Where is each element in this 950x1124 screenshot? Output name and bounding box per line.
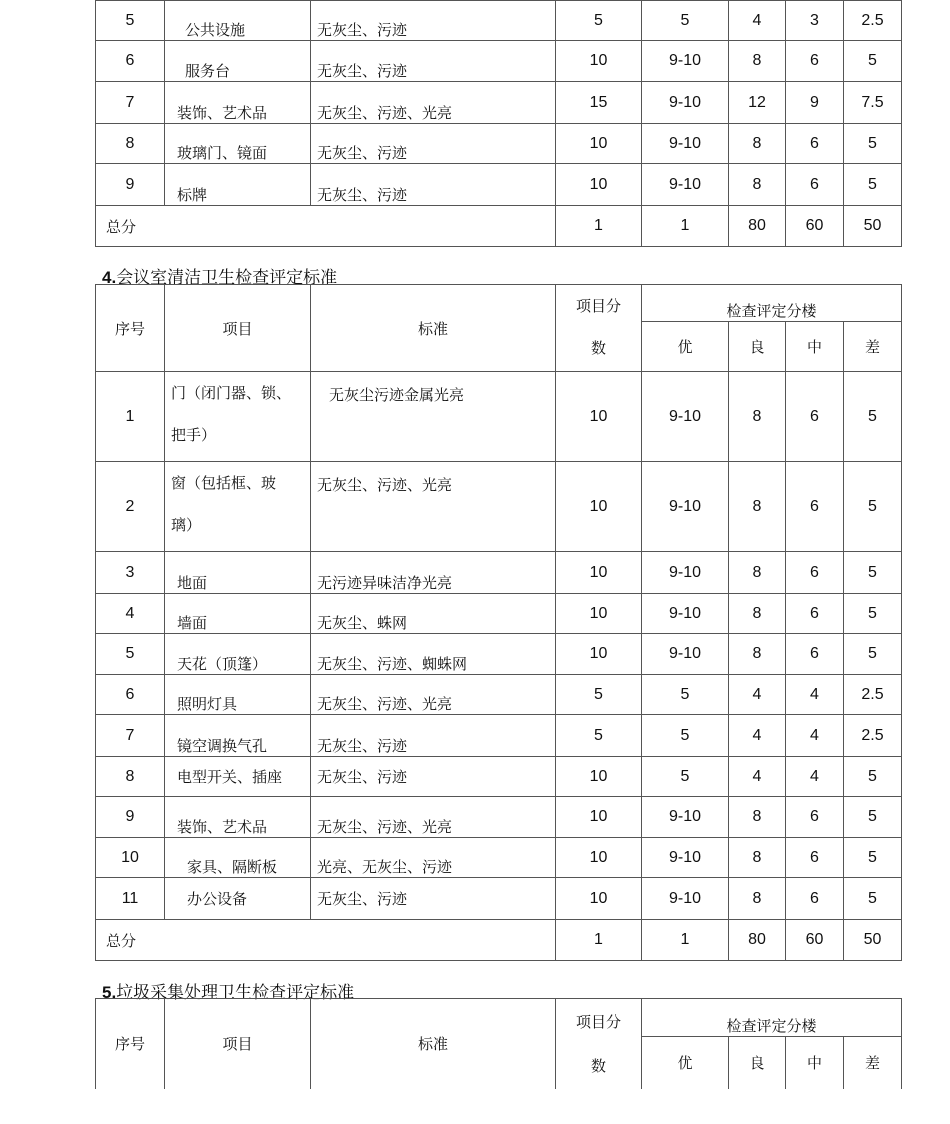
row-poor: 5: [844, 462, 902, 552]
row-good: 8: [729, 124, 786, 164]
row-item: 服务台: [165, 41, 311, 82]
row-item: 装饰、艺术品: [165, 797, 311, 838]
header-medium: 中: [786, 1037, 844, 1089]
row-excellent: 9-10: [642, 164, 729, 206]
total-excellent: 1: [642, 206, 729, 247]
row-standard: 无灰尘、蛛网: [311, 594, 556, 634]
total-poor: 50: [844, 920, 902, 961]
row-good: 8: [729, 164, 786, 206]
row-excellent: 9-10: [642, 124, 729, 164]
header-score: [556, 999, 642, 1089]
row-poor: 5: [844, 634, 902, 675]
row-no: 9: [96, 164, 165, 206]
row-good: 8: [729, 372, 786, 462]
row-poor: 5: [844, 594, 902, 634]
row-standard: 无灰尘、污迹: [311, 124, 556, 164]
row-item: 照明灯具: [165, 675, 311, 715]
row-excellent: 9-10: [642, 552, 729, 594]
total-good: 80: [729, 920, 786, 961]
row-good: 4: [729, 757, 786, 797]
row-excellent: 5: [642, 757, 729, 797]
row-good: 8: [729, 797, 786, 838]
row-standard: 无灰尘、污迹、光亮: [311, 675, 556, 715]
section4-number: 4.: [102, 268, 117, 287]
row-poor: 7.5: [844, 82, 902, 124]
row-good: 8: [729, 552, 786, 594]
header-standard: 标准: [311, 999, 556, 1089]
table-row: [96, 594, 902, 634]
row-score: 10: [556, 757, 642, 797]
row-good: 8: [729, 462, 786, 552]
row-standard: 无灰尘、污迹、光亮: [311, 462, 556, 552]
row-item-line1: 门（闭门器、锁、: [171, 384, 292, 402]
header-poor: 差: [844, 1037, 902, 1089]
row-standard: 无灰尘、污迹: [311, 878, 556, 920]
row-excellent: 9-10: [642, 878, 729, 920]
row-excellent: 9-10: [642, 594, 729, 634]
row-medium: 4: [786, 757, 844, 797]
section5-header-row-1: [96, 999, 902, 1037]
header-excellent: 优: [642, 322, 729, 372]
row-excellent: 5: [642, 715, 729, 757]
row-item-line1: 窗（包括框、玻: [171, 474, 277, 492]
row-poor: 5: [844, 124, 902, 164]
header-score-line2: 数: [590, 339, 606, 357]
row-score: 10: [556, 594, 642, 634]
row-score: 5: [556, 1, 642, 41]
total-excellent: 1: [642, 920, 729, 961]
row-medium: 6: [786, 838, 844, 878]
row-score: 10: [556, 124, 642, 164]
row-no: 5: [96, 634, 165, 675]
header-standard: 标准: [311, 285, 556, 372]
row-medium: 6: [786, 552, 844, 594]
total-medium: 60: [786, 206, 844, 247]
row-standard: 无灰尘、污迹: [311, 41, 556, 82]
table-row: [96, 797, 902, 838]
section4-table: [95, 284, 902, 961]
header-item: 项目: [165, 285, 311, 372]
row-poor: 5: [844, 41, 902, 82]
row-good: 8: [729, 41, 786, 82]
table-row: [96, 41, 902, 82]
row-standard: 无灰尘、污迹: [311, 715, 556, 757]
row-score: 10: [556, 634, 642, 675]
table-row: [96, 372, 902, 462]
row-score: 15: [556, 82, 642, 124]
header-score: [556, 285, 642, 372]
row-standard: 光亮、无灰尘、污迹: [311, 838, 556, 878]
row-excellent: 9-10: [642, 462, 729, 552]
row-no: 8: [96, 124, 165, 164]
row-medium: 3: [786, 1, 844, 41]
row-standard: 无灰尘、污迹、光亮: [311, 82, 556, 124]
row-item: 装饰、艺术品: [165, 82, 311, 124]
row-item: 标牌: [165, 164, 311, 206]
row-good: 8: [729, 838, 786, 878]
row-item: 公共设施: [165, 1, 311, 41]
row-standard: 无灰尘污迹金属光亮: [311, 372, 556, 462]
row-poor: 5: [844, 878, 902, 920]
row-no: 11: [96, 878, 165, 920]
total-medium: 60: [786, 920, 844, 961]
total-row: [96, 206, 902, 247]
header-poor: 差: [844, 322, 902, 372]
total-good: 80: [729, 206, 786, 247]
header-medium: 中: [786, 322, 844, 372]
table-row: [96, 757, 902, 797]
table-row: [96, 675, 902, 715]
section5-number: 5.: [102, 983, 117, 1002]
row-score: 10: [556, 372, 642, 462]
row-poor: 5: [844, 372, 902, 462]
row-item: 地面: [165, 552, 311, 594]
header-group: 检查评定分楼: [642, 285, 902, 322]
section5-title: 垃圾采集处理卫生检查评定标准: [116, 983, 355, 1003]
row-no: 8: [96, 757, 165, 797]
row-medium: 4: [786, 675, 844, 715]
row-poor: 2.5: [844, 715, 902, 757]
row-score: 5: [556, 675, 642, 715]
header-score-line1: 项目分: [575, 297, 621, 315]
table-row: [96, 1, 902, 41]
table-row: [96, 462, 902, 552]
header-item: 项目: [165, 999, 311, 1089]
row-score: 10: [556, 41, 642, 82]
row-poor: 5: [844, 838, 902, 878]
row-no: 5: [96, 1, 165, 41]
row-medium: 6: [786, 164, 844, 206]
row-poor: 5: [844, 797, 902, 838]
row-item: 电型开关、插座: [165, 757, 311, 797]
row-no: 9: [96, 797, 165, 838]
row-excellent: 9-10: [642, 82, 729, 124]
table-row: [96, 634, 902, 675]
row-excellent: 9-10: [642, 838, 729, 878]
row-poor: 5: [844, 164, 902, 206]
row-medium: 6: [786, 372, 844, 462]
row-medium: 9: [786, 82, 844, 124]
row-standard: 无灰尘、污迹、光亮: [311, 797, 556, 838]
header-no: 序号: [96, 285, 165, 372]
row-good: 4: [729, 715, 786, 757]
row-excellent: 9-10: [642, 41, 729, 82]
total-row: [96, 920, 902, 961]
row-excellent: 5: [642, 1, 729, 41]
row-good: 4: [729, 675, 786, 715]
row-item: 家具、隔断板: [165, 838, 311, 878]
row-good: 8: [729, 594, 786, 634]
row-item: 天花（顶篷）: [165, 634, 311, 675]
table-row: [96, 164, 902, 206]
header-no: 序号: [96, 999, 165, 1089]
table-row: [96, 878, 902, 920]
row-poor: 2.5: [844, 1, 902, 41]
row-item: [165, 372, 311, 462]
row-no: 4: [96, 594, 165, 634]
row-good: 8: [729, 634, 786, 675]
row-no: 10: [96, 838, 165, 878]
row-score: 10: [556, 878, 642, 920]
row-excellent: 9-10: [642, 797, 729, 838]
row-good: 4: [729, 1, 786, 41]
row-standard: 无灰尘、污迹、蜘蛛网: [311, 634, 556, 675]
row-score: 5: [556, 715, 642, 757]
row-medium: 6: [786, 124, 844, 164]
row-no: 7: [96, 715, 165, 757]
header-good: 良: [729, 322, 786, 372]
header-score-line1: 项目分: [575, 1012, 621, 1031]
row-standard: 无灰尘、污迹: [311, 164, 556, 206]
section3-table: [95, 0, 902, 247]
total-score: 1: [556, 920, 642, 961]
row-standard: 无污迹异味洁净光亮: [311, 552, 556, 594]
row-good: 8: [729, 878, 786, 920]
table-row: [96, 124, 902, 164]
row-score: 10: [556, 552, 642, 594]
row-item: 玻璃门、镜面: [165, 124, 311, 164]
total-poor: 50: [844, 206, 902, 247]
row-excellent: 5: [642, 675, 729, 715]
table-row: [96, 838, 902, 878]
row-no: 1: [96, 372, 165, 462]
row-no: 6: [96, 675, 165, 715]
row-excellent: 9-10: [642, 634, 729, 675]
row-good: 12: [729, 82, 786, 124]
row-no: 7: [96, 82, 165, 124]
row-item: 镜空调换气孔: [165, 715, 311, 757]
total-label: 总分: [96, 920, 556, 961]
row-medium: 6: [786, 878, 844, 920]
header-score-line2: 数: [590, 1056, 606, 1075]
row-score: 10: [556, 462, 642, 552]
row-no: 2: [96, 462, 165, 552]
row-item: [165, 462, 311, 552]
header-group: 检查评定分楼: [642, 999, 902, 1037]
table-row: [96, 715, 902, 757]
table-row: [96, 82, 902, 124]
row-item: 墙面: [165, 594, 311, 634]
section4-header-row-1: [96, 285, 902, 322]
row-standard: 无灰尘、污迹: [311, 1, 556, 41]
row-poor: 5: [844, 552, 902, 594]
row-item-line2: 璃）: [171, 516, 202, 534]
row-score: 10: [556, 797, 642, 838]
total-label: 总分: [96, 206, 556, 247]
row-no: 3: [96, 552, 165, 594]
section5-table: [95, 998, 902, 1089]
row-item-line2: 把手）: [171, 426, 217, 444]
row-medium: 6: [786, 634, 844, 675]
header-good: 良: [729, 1037, 786, 1089]
row-standard: 无灰尘、污迹: [311, 757, 556, 797]
row-item: 办公设备: [165, 878, 311, 920]
row-medium: 4: [786, 715, 844, 757]
row-medium: 6: [786, 594, 844, 634]
section4-title: 会议室清洁卫生检查评定标准: [116, 268, 338, 288]
row-poor: 2.5: [844, 675, 902, 715]
row-excellent: 9-10: [642, 372, 729, 462]
table-row: [96, 552, 902, 594]
row-no: 6: [96, 41, 165, 82]
row-medium: 6: [786, 41, 844, 82]
row-medium: 6: [786, 797, 844, 838]
row-score: 10: [556, 164, 642, 206]
row-poor: 5: [844, 757, 902, 797]
row-score: 10: [556, 838, 642, 878]
row-medium: 6: [786, 462, 844, 552]
total-score: 1: [556, 206, 642, 247]
header-excellent: 优: [642, 1037, 729, 1089]
